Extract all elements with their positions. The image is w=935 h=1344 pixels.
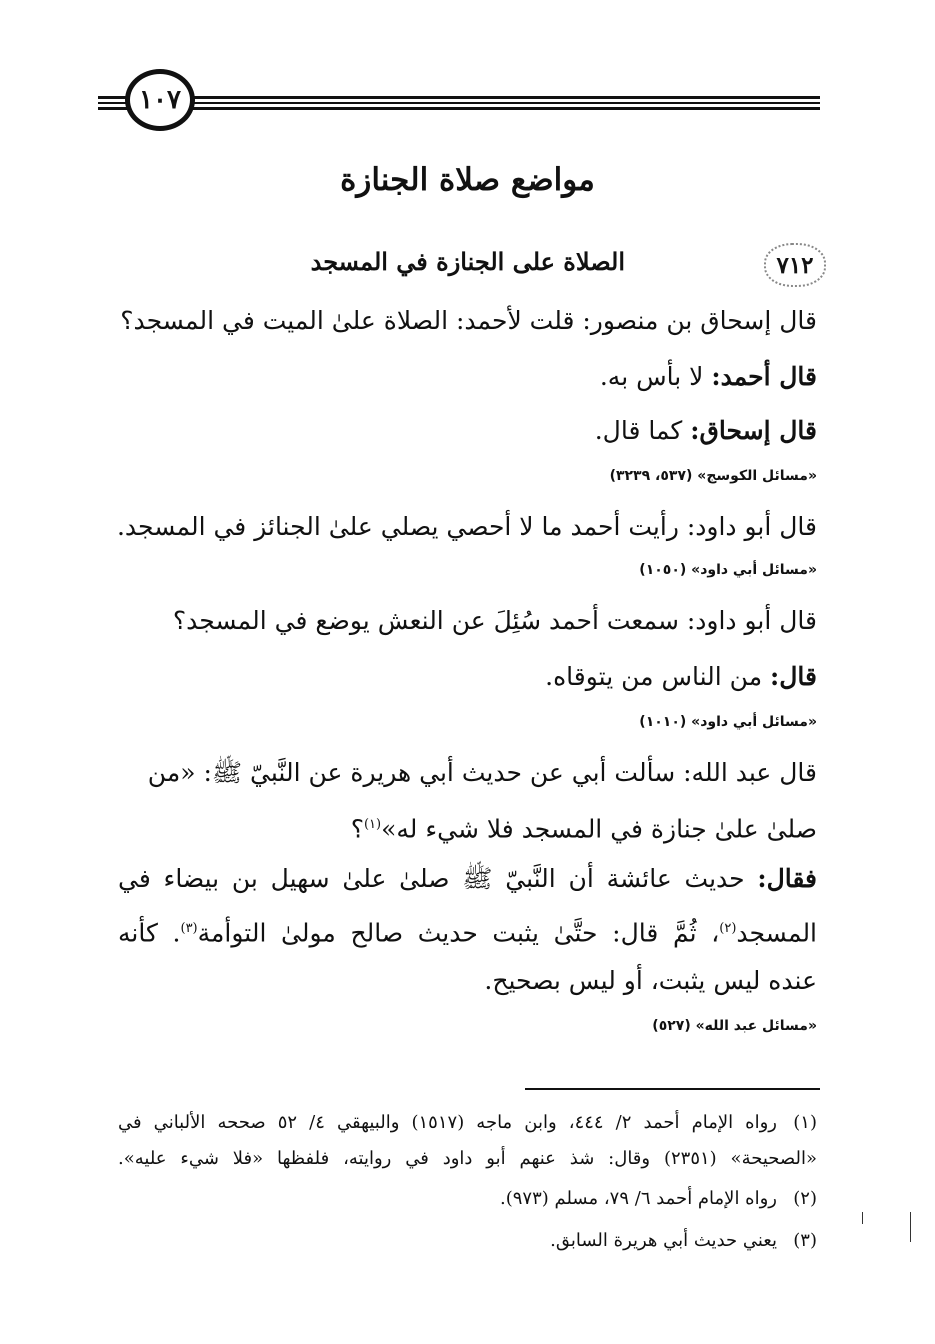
text-line: قال عبد الله: سألت أبي عن حديث أبي هريرة عن النَّبيّ ﷺ: «من [147, 758, 817, 787]
source-citation: «مسائل أبي داود» (١٠١٠) [639, 714, 817, 730]
speaker-text: حديث عائشة أن النَّبيّ ﷺ صلىٰ علىٰ سهيل بن بيضاء في [118, 864, 758, 893]
footnote-line: «الصحيحة» (٢٣٥١) وقال: شذ عنهم أبو داود في روايته، فلفظها «فلا شيء عليه». [118, 1148, 817, 1169]
header-rule [98, 96, 820, 99]
text-line [118, 912, 817, 950]
text-line [600, 360, 817, 394]
source-citation: «مسائل الكوسج» (٥٣٧، ٣٢٣٩) [609, 468, 817, 484]
footnote-text: يعني حديث أبي هريرة السابق. [550, 1230, 777, 1251]
footnote-line [500, 1186, 817, 1212]
section-number-badge: ٧١٢ [764, 243, 826, 287]
text-line [118, 862, 817, 896]
footnote-divider [525, 1088, 820, 1090]
chapter-title: مواضع صلاة الجنازة [340, 162, 595, 198]
footnote-line [118, 1110, 817, 1136]
text-line: قال أبو داود: سمعت أحمد سُئِلَ عن النعش يوضع في المسجد؟ [172, 606, 817, 635]
footnote-ref: (٣) [180, 921, 198, 936]
footnote-text: رواه الإمام أحمد ٢/ ٤٤٤، وابن ماجه (١٥١٧) والبيهقي ٤/ ٥٢ صححه الألباني في [118, 1112, 777, 1133]
text-line: قال أبو داود: رأيت أحمد ما لا أحصي يصلي علىٰ الجنائز في المسجد. [116, 512, 817, 541]
speaker-label: قال أحمد: [711, 362, 817, 391]
footnote-number: (١) [793, 1112, 817, 1133]
source-citation: «مسائل عبد الله» (٥٢٧) [652, 1018, 817, 1034]
speaker-label: قال: [770, 662, 817, 691]
scan-mark [910, 1212, 911, 1242]
text-span: ، ثُمَّ قال: حتَّىٰ يثبت حديث صالح مولىٰ التوأمة [197, 918, 720, 948]
text-span: المسجد [736, 918, 818, 948]
text-line [545, 660, 817, 694]
speaker-text: كما قال. [594, 416, 691, 445]
speaker-text: لا بأس به. [599, 362, 712, 391]
header-rule [98, 107, 820, 110]
text-span: ؟ [350, 814, 364, 844]
footnote-number: (٢) [793, 1188, 817, 1209]
text-line: عنده ليس يثبت، أو ليس بصحيح. [484, 966, 817, 995]
speaker-label: فقال: [757, 864, 817, 893]
section-title: الصلاة على الجنازة في المسجد [310, 247, 625, 276]
footnote-ref: (٢) [719, 921, 737, 936]
text-span: صلىٰ علىٰ جنازة في المسجد فلا شيء له» [381, 814, 817, 844]
page-number: ١٠٧ [125, 69, 195, 131]
text-span: . كأنه [118, 918, 181, 948]
text-line [351, 808, 817, 846]
speaker-text: من الناس من يتوقاه. [545, 662, 771, 691]
footnote-number: (٣) [793, 1230, 817, 1251]
header-rule [98, 102, 820, 104]
footnote-line [550, 1228, 817, 1254]
footnote-ref: (١) [363, 817, 382, 832]
footnote-text: رواه الإمام أحمد ٦/ ٧٩، مسلم (٩٧٣). [499, 1188, 777, 1209]
scan-mark [862, 1212, 863, 1224]
speaker-label: قال إسحاق: [690, 416, 817, 445]
text-line: قال إسحاق بن منصور: قلت لأحمد: الصلاة علىٰ الميت في المسجد؟ [120, 306, 817, 335]
text-line [595, 414, 817, 448]
source-citation: «مسائل أبي داود» (١٠٥٠) [639, 562, 817, 578]
